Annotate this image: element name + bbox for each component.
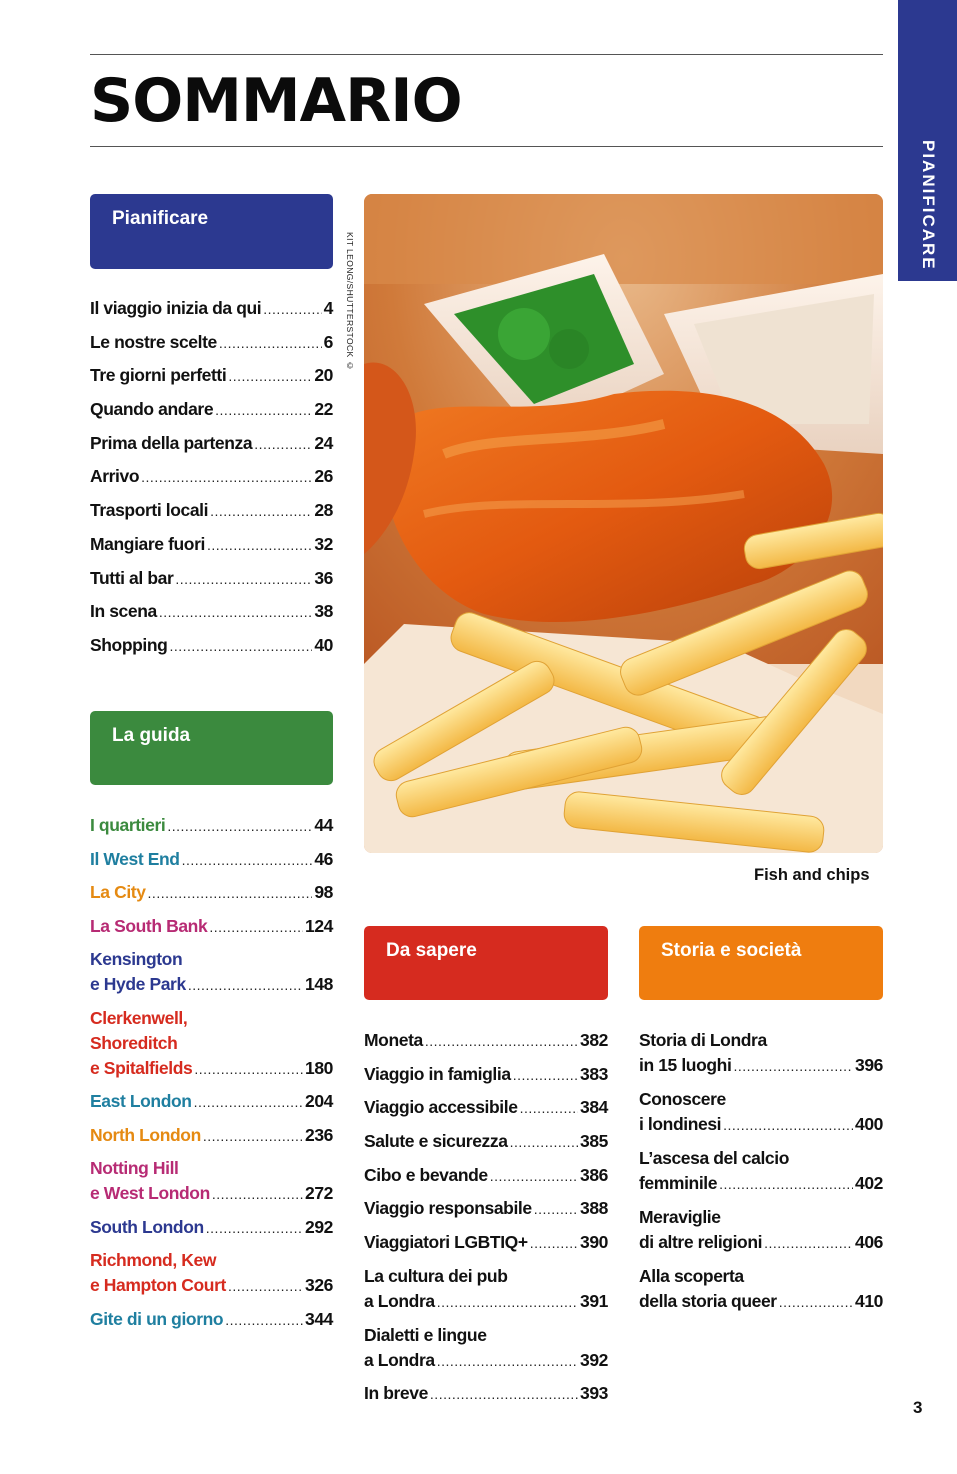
- toc-entry-page: 382: [580, 1030, 608, 1050]
- section-header-da-sapere[interactable]: [364, 926, 608, 1000]
- dot-leader: [206, 1215, 303, 1241]
- fish-and-chips-photo: [364, 194, 883, 853]
- toc-entry-title: South London: [90, 1216, 204, 1237]
- toc-entry[interactable]: [90, 397, 333, 423]
- toc-entry[interactable]: [364, 1129, 608, 1155]
- section-header-storia-e-societa[interactable]: [639, 926, 883, 1000]
- dot-leader: [188, 972, 303, 998]
- dot-leader: [779, 1289, 853, 1315]
- toc-entry-page: 22: [314, 399, 333, 420]
- section-header-la-guida[interactable]: [90, 711, 333, 785]
- section-header-label: La guida: [112, 725, 191, 746]
- toc-entry-page: 204: [305, 1091, 333, 1111]
- dot-leader: [182, 847, 313, 873]
- toc-entry[interactable]: [364, 1163, 608, 1189]
- toc-entry[interactable]: [90, 363, 333, 389]
- toc-entry-page: 402: [855, 1173, 883, 1193]
- toc-entry-page: 38: [314, 601, 333, 622]
- toc-entry[interactable]: [90, 1123, 333, 1149]
- dot-leader: [437, 1348, 578, 1374]
- toc-entry-title: e Hyde Park: [90, 974, 186, 994]
- section-header-label: Da sapere: [386, 940, 477, 961]
- toc-entry-page: 40: [314, 634, 333, 655]
- dot-leader: [141, 464, 312, 490]
- toc-entry[interactable]: [90, 431, 333, 457]
- toc-entry-title: In scena: [90, 601, 157, 622]
- toc-entry-page: 385: [580, 1131, 608, 1152]
- toc-entry-page: 98: [314, 882, 333, 902]
- toc-entry-title: L’ascesa del calcio: [639, 1148, 790, 1168]
- dot-leader: [425, 1028, 578, 1054]
- toc-entry-title: Gite di un giorno: [90, 1308, 224, 1329]
- toc-entry-title: In breve: [364, 1383, 428, 1404]
- toc-entry-title: Il West End: [90, 848, 180, 869]
- toc-entry[interactable]: [639, 1205, 883, 1256]
- dot-leader: [530, 1230, 578, 1256]
- toc-list-storia: [639, 1028, 883, 1315]
- toc-entry[interactable]: [364, 1062, 608, 1088]
- toc-entry-title: e Hampton Court: [90, 1275, 226, 1295]
- dot-leader: [203, 1123, 303, 1149]
- toc-entry-title: Moneta: [364, 1030, 423, 1050]
- dot-leader: [430, 1381, 578, 1407]
- toc-entry[interactable]: [90, 464, 333, 490]
- toc-entry-page: 236: [305, 1124, 333, 1145]
- toc-entry[interactable]: [90, 947, 333, 998]
- dot-leader: [148, 880, 313, 906]
- toc-entry-page: 388: [580, 1198, 608, 1219]
- toc-entry-title: La cultura dei pub: [364, 1265, 508, 1286]
- toc-entry-page: 36: [314, 567, 333, 588]
- toc-entry-title: Salute e sicurezza: [364, 1131, 508, 1152]
- dot-leader: [225, 1307, 303, 1333]
- toc-entry[interactable]: [90, 847, 333, 873]
- photo-credit: KIT LEONG/SHUTTERSTOCK ©: [345, 232, 355, 371]
- toc-entry[interactable]: [90, 1248, 333, 1299]
- toc-entry-page: 384: [580, 1097, 608, 1118]
- toc-entry-title: Trasporti locali: [90, 500, 209, 521]
- toc-entry-title: femminile: [639, 1173, 718, 1193]
- toc-entry[interactable]: [639, 1087, 883, 1138]
- toc-entry-page: 124: [305, 915, 333, 936]
- toc-entry[interactable]: [90, 813, 333, 839]
- toc-entry[interactable]: [90, 532, 333, 558]
- dot-leader: [210, 498, 312, 524]
- toc-list-la-guida: [90, 813, 333, 1333]
- toc-entry-title: di altre religioni: [639, 1232, 763, 1252]
- dot-leader: [219, 330, 322, 356]
- dot-leader: [437, 1289, 578, 1315]
- toc-entry-title: Cibo e bevande: [364, 1164, 488, 1185]
- toc-entry-page: 46: [314, 848, 333, 869]
- toc-entry[interactable]: [90, 330, 333, 356]
- dot-leader: [159, 599, 312, 625]
- toc-entry-title: Meraviglie: [639, 1207, 721, 1227]
- toc-entry-title: Notting Hill: [90, 1158, 179, 1178]
- toc-entry[interactable]: [90, 566, 333, 592]
- dot-leader: [723, 1112, 853, 1138]
- toc-entry-page: 32: [314, 533, 333, 554]
- toc-entry-title: Viaggiatori LGBTIQ+: [364, 1232, 528, 1253]
- toc-entry[interactable]: [90, 633, 333, 659]
- toc-list-pianificare: [90, 296, 333, 659]
- toc-entry-page: 180: [305, 1057, 333, 1078]
- toc-entry[interactable]: [364, 1264, 608, 1315]
- section-header-label: Storia e società: [661, 940, 802, 961]
- toc-entry-page: 6: [323, 331, 333, 352]
- toc-entry[interactable]: [90, 599, 333, 625]
- toc-entry-title: in 15 luoghi: [639, 1055, 732, 1075]
- dot-leader: [733, 1053, 853, 1079]
- toc-entry-title: i londinesi: [639, 1114, 722, 1134]
- toc-entry[interactable]: [90, 1215, 333, 1241]
- toc-entry[interactable]: [364, 1323, 608, 1374]
- toc-entry-page: 20: [314, 365, 333, 386]
- toc-entry-title: Viaggio in famiglia: [364, 1063, 511, 1084]
- dot-leader: [207, 532, 312, 558]
- dot-leader: [228, 363, 312, 389]
- title-rule: [90, 146, 883, 147]
- toc-entry-title: Il viaggio inizia da qui: [90, 298, 262, 318]
- toc-entry-title: Richmond, Kew: [90, 1250, 217, 1270]
- toc-entry-title: Viaggio responsabile: [364, 1198, 532, 1219]
- top-rule: [90, 54, 883, 55]
- toc-entry-title: a Londra: [364, 1290, 435, 1311]
- side-tab-label: PIANIFICARE: [919, 140, 938, 271]
- toc-entry-title: Arrivo: [90, 466, 140, 487]
- dot-leader: [194, 1089, 303, 1115]
- toc-entry-title: Tre giorni perfetti: [90, 365, 227, 386]
- dot-leader: [254, 431, 312, 457]
- toc-entry[interactable]: [90, 880, 333, 906]
- toc-entry[interactable]: [90, 498, 333, 524]
- toc-entry-title: e Spitalfields: [90, 1057, 193, 1078]
- section-header-label: Pianificare: [112, 208, 209, 229]
- toc-entry-page: 386: [580, 1164, 608, 1185]
- dot-leader: [510, 1129, 578, 1155]
- toc-entry-title: I quartieri: [90, 815, 166, 835]
- toc-entry[interactable]: [364, 1381, 608, 1407]
- toc-entry-page: 406: [855, 1232, 883, 1252]
- toc-entry-page: 396: [855, 1055, 883, 1075]
- toc-entry-page: 24: [314, 432, 333, 453]
- toc-entry-page: 326: [305, 1275, 333, 1295]
- page-number: 3: [913, 1398, 923, 1417]
- toc-entry-title: Shopping: [90, 634, 168, 655]
- toc-entry-page: 400: [855, 1114, 883, 1134]
- toc-entry-page: 391: [580, 1290, 608, 1311]
- toc-entry-title: Viaggio accessibile: [364, 1097, 518, 1118]
- toc-entry-title: Prima della partenza: [90, 432, 253, 453]
- dot-leader: [513, 1062, 578, 1088]
- toc-entry-page: 4: [323, 298, 333, 318]
- photo-caption: Fish and chips: [754, 866, 870, 884]
- toc-entry-page: 344: [305, 1308, 333, 1329]
- toc-entry-title: Clerkenwell,: [90, 1007, 188, 1028]
- toc-entry-title: Shoreditch: [90, 1032, 178, 1053]
- toc-entry-page: 28: [314, 500, 333, 521]
- dot-leader: [169, 633, 312, 659]
- toc-entry-title: Dialetti e lingue: [364, 1324, 487, 1345]
- toc-entry-title: Alla scoperta: [639, 1266, 744, 1286]
- toc-entry-title: Kensington: [90, 949, 183, 969]
- dot-leader: [520, 1095, 578, 1121]
- toc-entry[interactable]: [639, 1028, 883, 1079]
- toc-entry-title: della storia queer: [639, 1291, 777, 1311]
- toc-entry[interactable]: [90, 914, 333, 940]
- toc-entry[interactable]: [364, 1028, 608, 1054]
- toc-entry-title: North London: [90, 1124, 201, 1145]
- toc-entry[interactable]: [90, 1156, 333, 1207]
- page-title: SOMMARIO: [90, 66, 462, 136]
- toc-entry-title: a Londra: [364, 1349, 435, 1370]
- dot-leader: [764, 1230, 853, 1256]
- toc-entry-page: 392: [580, 1349, 608, 1370]
- toc-entry-page: 272: [305, 1183, 333, 1203]
- section-header-pianificare[interactable]: [90, 194, 333, 269]
- toc-entry-title: La City: [90, 882, 146, 902]
- dot-leader: [719, 1171, 853, 1197]
- dot-leader: [212, 1181, 303, 1207]
- toc-entry-title: Le nostre scelte: [90, 331, 217, 352]
- toc-entry-page: 393: [580, 1383, 608, 1404]
- toc-entry-title: La South Bank: [90, 915, 208, 936]
- toc-entry-page: 292: [305, 1216, 333, 1237]
- dot-leader: [175, 566, 312, 592]
- toc-entry-page: 410: [855, 1291, 883, 1311]
- toc-entry-title: Storia di Londra: [639, 1030, 767, 1050]
- toc-entry[interactable]: [639, 1146, 883, 1197]
- toc-entry[interactable]: [90, 1006, 333, 1082]
- dot-leader: [215, 397, 312, 423]
- toc-entry[interactable]: [90, 296, 333, 322]
- dot-leader: [167, 813, 312, 839]
- toc-entry[interactable]: [364, 1230, 608, 1256]
- dot-leader: [263, 296, 321, 322]
- dot-leader: [228, 1273, 303, 1299]
- dot-leader: [209, 914, 303, 940]
- toc-entry-page: 390: [580, 1232, 608, 1253]
- dot-leader: [194, 1056, 303, 1082]
- toc-entry-page: 383: [580, 1063, 608, 1084]
- toc-entry-title: e West London: [90, 1183, 210, 1203]
- toc-entry-title: Conoscere: [639, 1089, 726, 1109]
- toc-entry-page: 44: [314, 815, 333, 835]
- toc-entry[interactable]: [639, 1264, 883, 1315]
- toc-entry-title: Quando andare: [90, 399, 214, 420]
- toc-entry-page: 26: [314, 466, 333, 487]
- toc-entry-title: Mangiare fuori: [90, 533, 205, 554]
- toc-entry[interactable]: [90, 1089, 333, 1115]
- dot-leader: [534, 1196, 578, 1222]
- toc-entry-title: East London: [90, 1091, 192, 1111]
- dot-leader: [490, 1163, 578, 1189]
- toc-entry[interactable]: [90, 1307, 333, 1333]
- toc-entry-title: Tutti al bar: [90, 567, 174, 588]
- toc-entry[interactable]: [364, 1095, 608, 1121]
- toc-entry[interactable]: [364, 1196, 608, 1222]
- toc-entry-page: 148: [305, 974, 333, 994]
- toc-list-da-sapere: [364, 1028, 608, 1407]
